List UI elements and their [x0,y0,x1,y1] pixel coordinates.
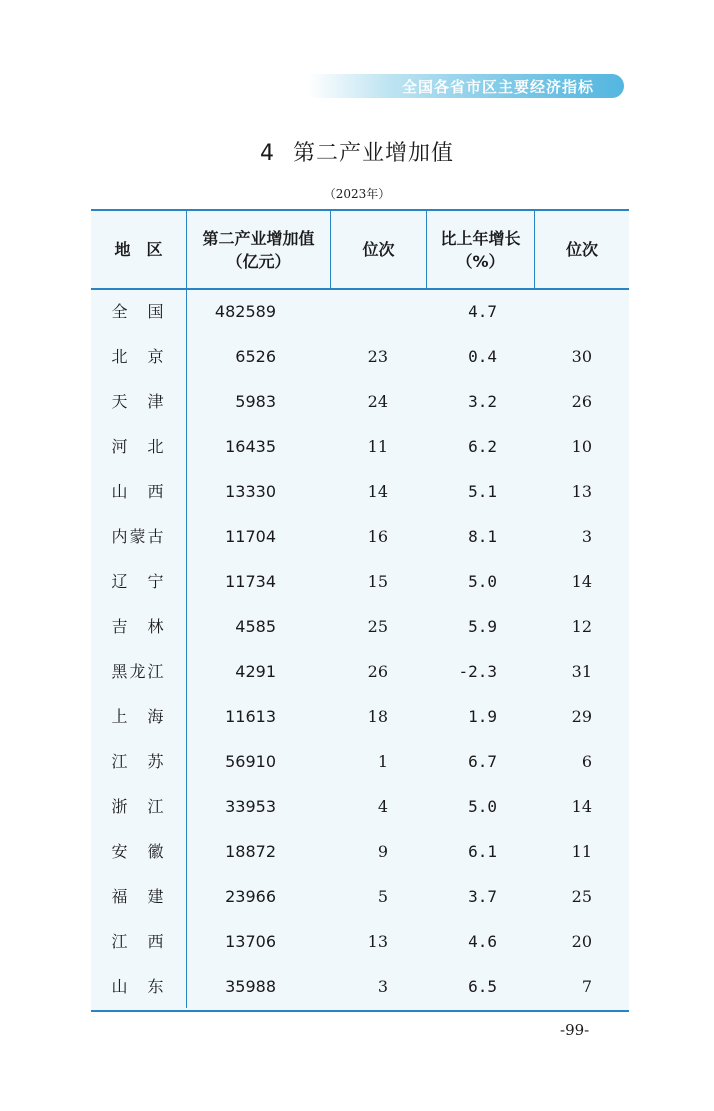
cell-rank: 15 [367,572,388,591]
cell-region: 山 西 [111,482,166,501]
cell-value: 11704 [225,527,276,546]
table-row [91,514,629,559]
cell-growth: 6.5 [468,977,497,996]
cell-region: 河 北 [111,437,166,456]
cell-growth-rank: 11 [571,842,592,861]
cell-rank: 5 [377,887,388,906]
table-row [91,334,629,379]
header-rank: 位次 [362,240,395,259]
cell-growth: 3.2 [468,392,497,411]
cell-rank [331,289,388,334]
cell-region: 浙 江 [111,797,166,816]
cell-value: 4585 [235,617,276,636]
cell-value: 13330 [225,482,276,501]
table-row [91,964,629,1009]
cell-growth-rank: 29 [571,707,592,726]
cell-region: 内蒙古 [111,527,166,546]
table-row [91,694,629,739]
cell-growth: 0.4 [468,347,497,366]
cell-growth: 3.7 [468,887,497,906]
table-title: 第二产业增加值 [292,141,454,166]
table-header [91,211,629,290]
header-value: 第二产业增加值 （亿元） [202,228,315,271]
cell-region: 山 东 [111,977,166,996]
cell-rank: 23 [367,347,388,366]
cell-region: 辽 宁 [111,572,166,591]
cell-growth: 4.6 [468,932,497,951]
page-title [0,136,714,167]
cell-growth: 5.1 [468,482,497,501]
cell-growth-rank: 13 [571,482,592,501]
cell-value: 18872 [225,842,276,861]
table-row [91,469,629,514]
cell-growth: 6.2 [468,437,497,456]
cell-growth: 6.1 [468,842,497,861]
cell-region: 黑龙江 [111,662,166,681]
cell-region: 上 海 [111,707,166,726]
cell-growth-rank: 14 [571,572,592,591]
cell-rank: 9 [377,842,388,861]
cell-growth-rank: 25 [571,887,592,906]
cell-growth: 4.7 [468,302,497,321]
cell-region: 北 京 [111,347,166,366]
table-row [91,604,629,649]
table-row [91,919,629,964]
cell-value: 6526 [235,347,276,366]
section-banner-text: 全国各省市区主要经济指标 [401,78,594,96]
cell-value: 13706 [225,932,276,951]
cell-growth-rank: 7 [581,977,592,996]
cell-rank: 25 [367,617,388,636]
cell-value: 482589 [214,302,276,321]
cell-growth-rank: 31 [571,662,592,681]
cell-value: 35988 [225,977,276,996]
cell-rank: 1 [377,752,388,771]
cell-growth-rank: 12 [571,617,592,636]
table-year: （2023年） [323,187,391,201]
table-row [91,649,629,694]
cell-growth-rank: 30 [571,347,592,366]
cell-value: 33953 [225,797,276,816]
cell-growth-rank: 26 [571,392,592,411]
cell-growth-rank: 3 [581,527,592,546]
cell-growth-rank: 14 [571,797,592,816]
cell-value: 4291 [235,662,276,681]
cell-region: 江 西 [111,932,166,951]
cell-value: 16435 [225,437,276,456]
section-banner [308,74,624,98]
cell-value: 56910 [225,752,276,771]
table-number: 4 [259,141,275,166]
cell-rank: 24 [367,392,388,411]
cell-rank: 4 [377,797,388,816]
cell-region: 福 建 [111,887,166,906]
cell-value: 23966 [225,887,276,906]
cell-rank: 18 [367,707,388,726]
cell-value: 11734 [225,572,276,591]
cell-rank: 14 [367,482,388,501]
table-row [91,379,629,424]
cell-growth: 6.7 [468,752,497,771]
cell-value: 5983 [235,392,276,411]
cell-growth: -2.3 [458,662,497,681]
cell-region: 安 徽 [111,842,166,861]
table-row [91,829,629,874]
cell-region: 天 津 [111,392,166,411]
table-row [91,289,629,334]
table-row [91,874,629,919]
cell-rank: 13 [367,932,388,951]
cell-region: 江 苏 [111,752,166,771]
cell-region: 全 国 [111,302,166,321]
header-region: 地 区 [114,240,163,259]
cell-growth-rank: 20 [571,932,592,951]
cell-rank: 16 [367,527,388,546]
table-row [91,424,629,469]
cell-rank: 26 [367,662,388,681]
page-number: -99- [560,1021,590,1039]
header-growth-rank: 位次 [565,240,598,259]
cell-growth: 5.0 [468,797,497,816]
cell-value: 11613 [225,707,276,726]
cell-growth-rank: 10 [571,437,592,456]
table-row [91,784,629,829]
cell-growth: 8.1 [468,527,497,546]
cell-growth: 1.9 [468,707,497,726]
cell-rank: 3 [377,977,388,996]
cell-growth-rank: 6 [581,752,592,771]
header-growth: 比上年增长 （%） [440,228,521,271]
cell-growth: 5.9 [468,617,497,636]
cell-region: 吉 林 [111,617,166,636]
table-row [91,559,629,604]
cell-growth-rank [535,289,592,334]
cell-rank: 11 [367,437,388,456]
data-table [91,209,629,1012]
cell-growth: 5.0 [468,572,497,591]
table-row [91,739,629,784]
